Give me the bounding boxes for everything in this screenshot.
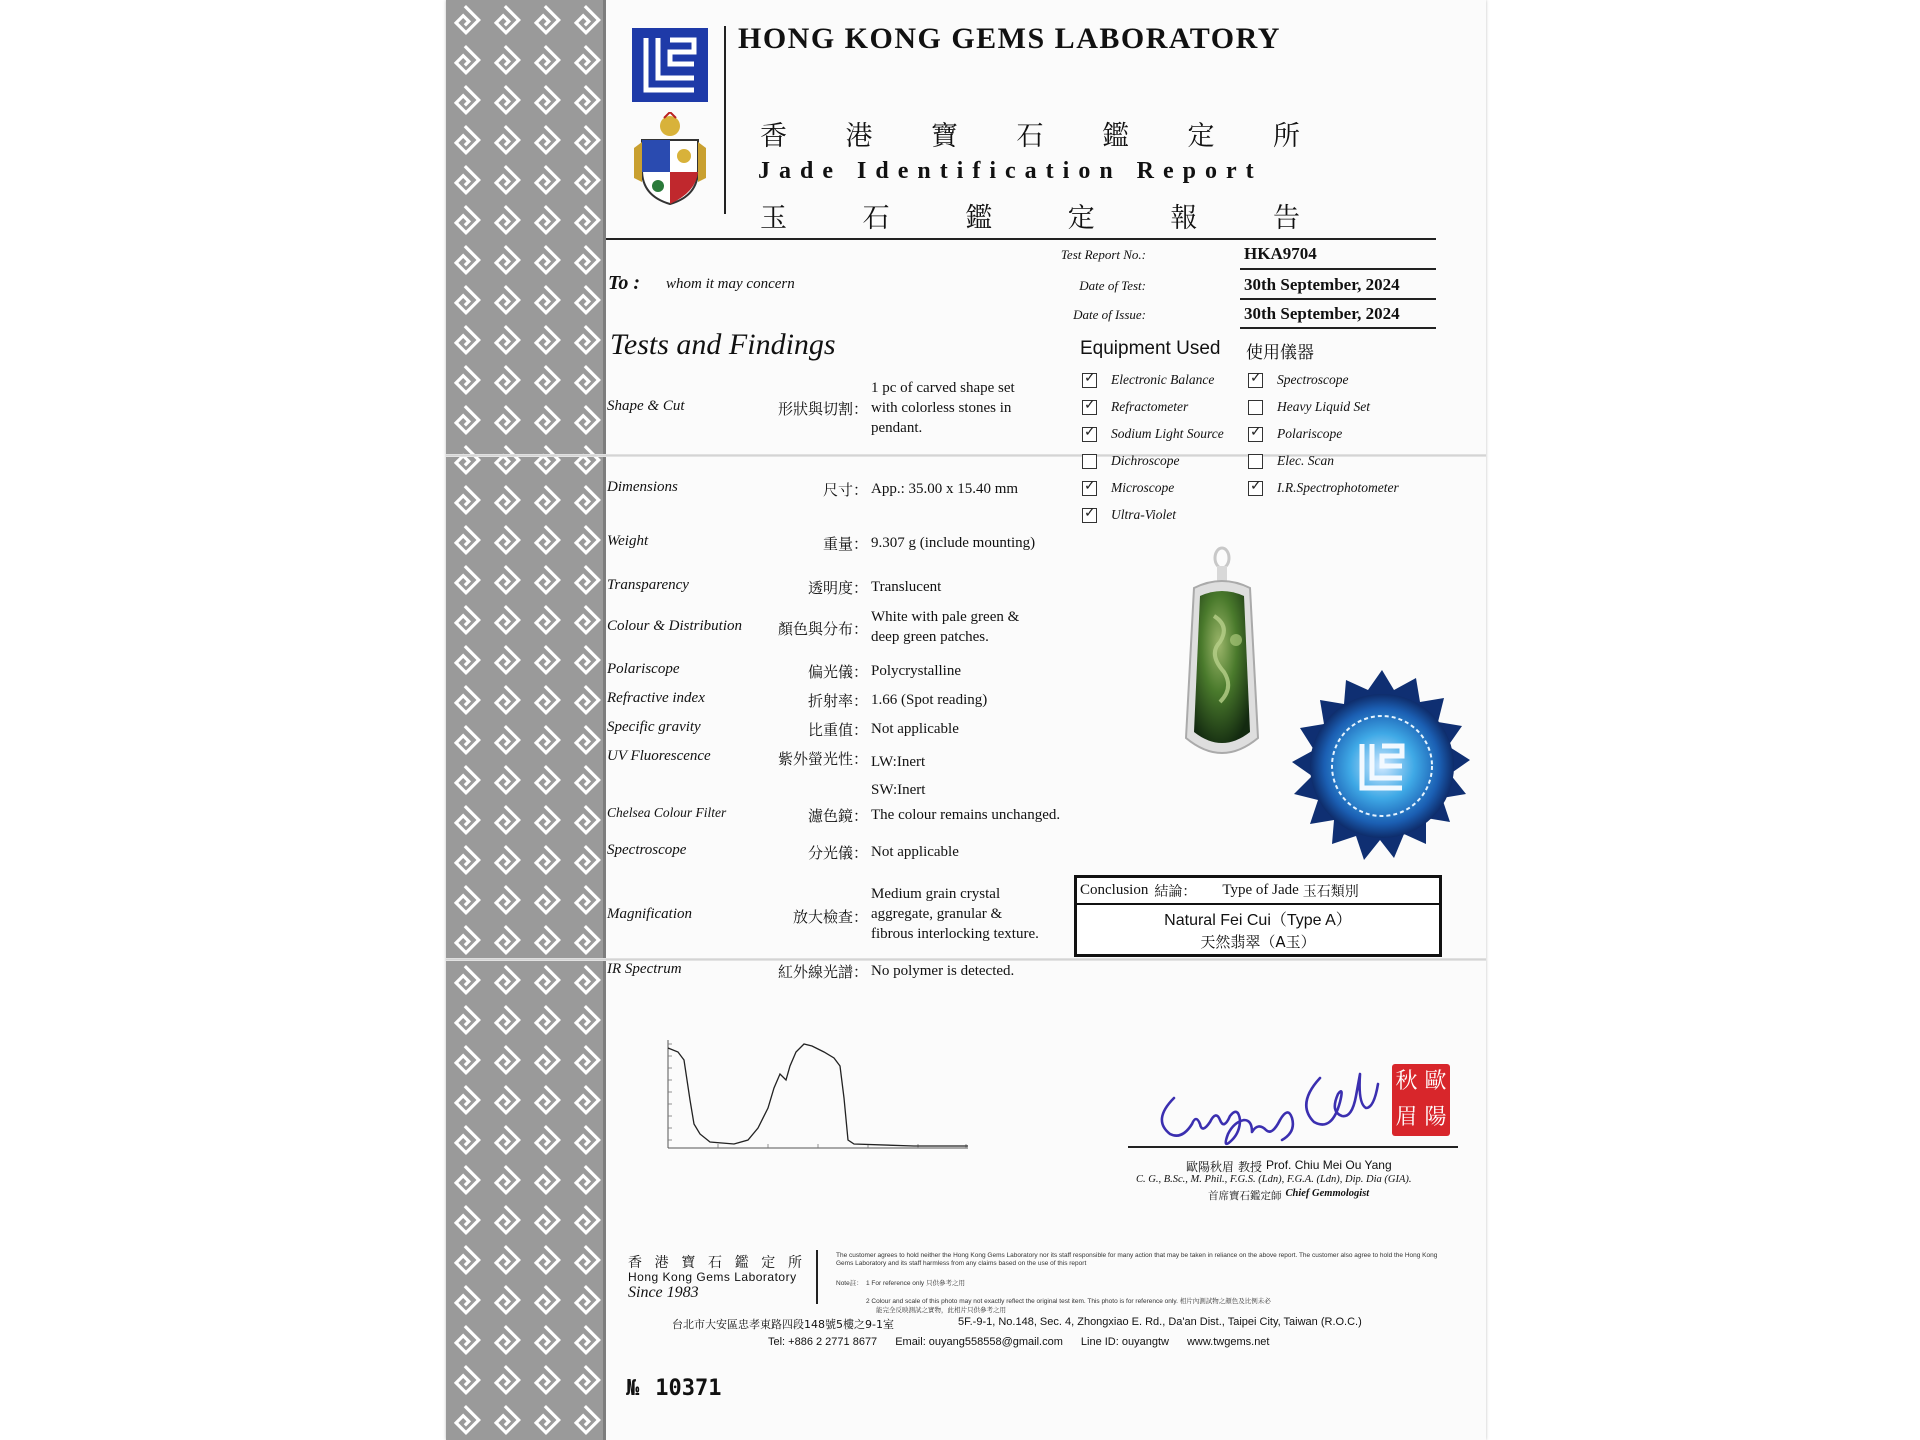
equipment-item bbox=[1248, 480, 1399, 496]
equipment-item bbox=[1082, 399, 1188, 415]
note-2: 2 Colour and scale of this photo may not exactly reflect the original test item. This photo is for reference only. 相片內測試物之顏色及比例未必 bbox=[866, 1298, 1271, 1305]
conclusion-label-zh: 結論： bbox=[1154, 883, 1197, 900]
finding-label: Polariscope bbox=[607, 661, 680, 677]
conclusion-box bbox=[1074, 875, 1442, 957]
lab-name-zh-char: 石 bbox=[1016, 121, 1044, 152]
meta-rule bbox=[1240, 327, 1436, 329]
finding-label-zh: 放大檢查： bbox=[792, 908, 868, 926]
signatory-credentials: C. G., B.Sc., M. Phil., F.G.S. (Ldn), F.G.A. (Ldn), Dip. Dia (GIA). bbox=[1136, 1174, 1412, 1185]
finding-value: Not applicable bbox=[871, 844, 959, 860]
serial-number bbox=[626, 1376, 721, 1401]
checkbox-checked-icon bbox=[1248, 373, 1263, 388]
finding-label: IR Spectrum bbox=[607, 961, 682, 977]
signatory-name-zh: 歐陽秋眉 bbox=[1186, 1160, 1235, 1174]
finding-value: App.: 35.00 x 15.40 mm bbox=[871, 481, 1019, 497]
equipment-label: Elec. Scan bbox=[1277, 453, 1334, 468]
footer-zh-char: 港 bbox=[654, 1255, 669, 1271]
finding-label: Refractive index bbox=[607, 690, 705, 706]
meta-rule bbox=[1240, 268, 1436, 270]
report-title-zh-char: 鑑 bbox=[965, 203, 993, 234]
finding-line: Medium grain crystal bbox=[871, 886, 1001, 902]
type-label-zh: 玉石類別 bbox=[1302, 883, 1359, 900]
finding-label-zh: 紫外螢光性： bbox=[777, 750, 868, 768]
checkbox-unchecked-icon bbox=[1248, 454, 1263, 469]
report-title-zh-char: 石 bbox=[862, 203, 890, 234]
header-rule bbox=[606, 238, 1436, 240]
contact-line bbox=[768, 1336, 1269, 1348]
equipment-item bbox=[1082, 507, 1176, 523]
hologram-seal-icon bbox=[1284, 668, 1480, 864]
finding-line: White with pale green & bbox=[871, 609, 1020, 625]
checkbox-checked-icon bbox=[1082, 481, 1097, 496]
equipment-label: Spectroscope bbox=[1277, 372, 1349, 387]
lab-name-zh bbox=[760, 114, 1300, 153]
header-divider bbox=[724, 26, 726, 214]
equipment-label: Ultra-Violet bbox=[1111, 507, 1176, 522]
finding-line: with colorless stones in bbox=[871, 400, 1012, 416]
note-1: 1 For reference only 只供參考之用 bbox=[866, 1280, 965, 1287]
finding-line: LW:Inert bbox=[871, 754, 926, 770]
finding-label: Magnification bbox=[607, 906, 692, 922]
tel: Tel: +886 2 2771 8677 bbox=[768, 1336, 878, 1348]
footer-zh-char: 所 bbox=[787, 1255, 802, 1271]
finding-value bbox=[871, 748, 925, 804]
signatory-role: Chief Gemmologist bbox=[1285, 1188, 1370, 1199]
equipment-label: Refractometer bbox=[1111, 399, 1189, 414]
finding-value bbox=[871, 378, 1015, 438]
checkbox-unchecked-icon bbox=[1248, 400, 1263, 415]
certificate-sheet bbox=[446, 0, 1486, 1440]
finding-label: Colour & Distribution bbox=[607, 618, 743, 634]
meta-rule bbox=[1240, 298, 1436, 300]
finding-label-zh: 紅外線光譜： bbox=[777, 963, 868, 981]
equipment-label: I.R.Spectrophotometer bbox=[1277, 480, 1399, 495]
signatory-name: Prof. Chiu Mei Ou Yang bbox=[1266, 1158, 1392, 1172]
serial-value: 10371 bbox=[655, 1376, 722, 1401]
equipment-item bbox=[1248, 399, 1370, 415]
finding-value bbox=[871, 607, 1019, 647]
signatory-role-line bbox=[1208, 1188, 1369, 1203]
report-title: Jade Identification Report bbox=[758, 158, 1263, 184]
finding-value: 1.66 (Spot reading) bbox=[871, 692, 988, 708]
lab-logo-icon bbox=[632, 28, 708, 102]
finding-label: Shape & Cut bbox=[607, 398, 685, 414]
footer-lab-name: Hong Kong Gems Laboratory bbox=[628, 1270, 797, 1284]
website: www.twgems.net bbox=[1186, 1336, 1270, 1348]
finding-label: Chelsea Colour Filter bbox=[607, 805, 727, 820]
address-zh: 台北市大安區忠孝東路四段148號5樓之9-1室 bbox=[672, 1318, 894, 1331]
footer-zh-char: 香 bbox=[628, 1255, 642, 1271]
signatory-title-zh: 教授 bbox=[1238, 1160, 1263, 1174]
lab-name: HONG KONG GEMS LABORATORY bbox=[738, 22, 1281, 55]
date-of-test: 30th September, 2024 bbox=[1244, 275, 1400, 294]
finding-value: The colour remains unchanged. bbox=[871, 807, 1061, 823]
equipment-label: Heavy Liquid Set bbox=[1277, 399, 1370, 414]
seal-char: 陽 bbox=[1424, 1105, 1447, 1130]
checkbox-checked-icon bbox=[1082, 400, 1097, 415]
finding-label-zh: 透明度： bbox=[807, 579, 868, 597]
note-label: Note註： bbox=[836, 1280, 863, 1287]
lab-name-zh-char: 定 bbox=[1187, 121, 1215, 152]
report-title-zh-char: 玉 bbox=[760, 203, 787, 234]
equipment-label: Electronic Balance bbox=[1111, 372, 1215, 387]
equipment-item bbox=[1248, 453, 1334, 469]
equipment-item bbox=[1082, 426, 1224, 442]
finding-label: Transparency bbox=[607, 577, 689, 593]
finding-label-zh: 折射率： bbox=[807, 692, 868, 710]
finding-label-zh: 顏色與分布： bbox=[777, 620, 868, 638]
report-title-zh-char: 告 bbox=[1272, 203, 1300, 234]
disclaimer-text: The customer agrees to hold neither the Hong Kong Gems Laboratory nor its staff responsible for many action that may be taken in reliance on the above report. The customer also agree to hold the Hong Kong Gems Laboratory and its staff harmless from any claims based on the use of this report bbox=[836, 1252, 1438, 1267]
seal-char: 眉 bbox=[1395, 1105, 1418, 1130]
footer-zh-char: 定 bbox=[761, 1255, 776, 1271]
date-of-issue: 30th September, 2024 bbox=[1244, 304, 1400, 323]
conclusion-result: Natural Fei Cui（Type A） bbox=[1164, 912, 1352, 929]
note-2b: 能完全反映測試之實物，此相片只供參考之用 bbox=[876, 1307, 1006, 1314]
checkbox-checked-icon bbox=[1082, 508, 1097, 523]
to-recipient: whom it may concern bbox=[666, 276, 795, 292]
equipment-heading-zh: 使用儀器 bbox=[1246, 343, 1314, 363]
seal-char: 秋 bbox=[1395, 1069, 1418, 1094]
report-no: HKA9704 bbox=[1244, 244, 1317, 263]
finding-line: 1 pc of carved shape set bbox=[871, 380, 1015, 396]
finding-label-zh: 重量： bbox=[822, 535, 868, 553]
equipment-heading: Equipment Used bbox=[1080, 338, 1221, 359]
equipment-item bbox=[1248, 372, 1348, 388]
tests-heading: Tests and Findings bbox=[610, 328, 836, 361]
email: Email: ouyang558558@gmail.com bbox=[895, 1336, 1063, 1348]
finding-label: Dimensions bbox=[607, 479, 678, 495]
finding-label-zh: 形狀與切割： bbox=[777, 400, 868, 418]
finding-value: Translucent bbox=[871, 579, 942, 595]
report-no-label: Test Report No.: bbox=[1060, 247, 1146, 262]
signature-icon bbox=[1150, 1064, 1410, 1154]
signatory-line bbox=[1186, 1158, 1392, 1175]
report-title-zh-char: 報 bbox=[1170, 203, 1198, 234]
conclusion-result-zh: 天然翡翠（A玉） bbox=[1200, 933, 1316, 951]
finding-label: Weight bbox=[607, 533, 649, 549]
signature-rule bbox=[1128, 1146, 1458, 1148]
lab-name-zh-char: 鑑 bbox=[1102, 121, 1129, 152]
finding-value: Not applicable bbox=[871, 721, 959, 737]
finding-label: Spectroscope bbox=[607, 842, 687, 858]
checkbox-checked-icon bbox=[1248, 481, 1263, 496]
finding-value: No polymer is detected. bbox=[871, 963, 1015, 979]
finding-value bbox=[871, 884, 1039, 944]
finding-line: fibrous interlocking texture. bbox=[871, 926, 1039, 942]
greek-key-border bbox=[446, 0, 606, 1440]
equipment-item bbox=[1082, 480, 1174, 496]
serial-label: № bbox=[626, 1376, 640, 1401]
finding-label-zh: 偏光儀： bbox=[807, 663, 868, 681]
checkbox-checked-icon bbox=[1248, 427, 1263, 442]
line-id: Line ID: ouyangtw bbox=[1080, 1336, 1169, 1348]
finding-value: Polycrystalline bbox=[871, 663, 961, 679]
report-title-zh bbox=[760, 196, 1300, 235]
finding-line: pendant. bbox=[871, 420, 923, 436]
report-title-zh-char: 定 bbox=[1067, 203, 1095, 234]
conclusion-header bbox=[1077, 878, 1439, 905]
to-label: To : bbox=[608, 272, 641, 294]
signatory-role-zh: 首席寶石鑑定師 bbox=[1208, 1190, 1282, 1202]
type-label: Type of Jade bbox=[1222, 882, 1299, 898]
equipment-item bbox=[1248, 426, 1342, 442]
finding-line: deep green patches. bbox=[871, 629, 989, 645]
coat-of-arms-icon bbox=[634, 112, 706, 210]
checkbox-unchecked-icon bbox=[1082, 454, 1097, 469]
equipment-label: Sodium Light Source bbox=[1111, 426, 1224, 441]
finding-line: aggregate, granular & bbox=[871, 906, 1003, 922]
finding-label-zh: 濾色鏡： bbox=[807, 807, 868, 825]
red-seal-stamp bbox=[1392, 1064, 1450, 1136]
finding-line: SW:Inert bbox=[871, 782, 926, 798]
equipment-item bbox=[1082, 372, 1214, 388]
finding-label-zh: 分光儀： bbox=[807, 844, 868, 862]
equipment-label: Dichroscope bbox=[1111, 453, 1180, 468]
date-test-label: Date of Test: bbox=[1079, 278, 1146, 293]
finding-value: 9.307 g (include mounting) bbox=[871, 535, 1036, 551]
checkbox-checked-icon bbox=[1082, 427, 1097, 442]
lab-name-zh-char: 港 bbox=[845, 121, 873, 152]
ir-spectrum-chart bbox=[664, 1036, 974, 1154]
finding-label: Specific gravity bbox=[607, 719, 701, 735]
footer-zh-char: 鑑 bbox=[734, 1255, 749, 1271]
footer-since: Since 1983 bbox=[628, 1284, 699, 1301]
lab-name-zh-char: 寶 bbox=[931, 121, 958, 152]
seal-char: 歐 bbox=[1424, 1069, 1447, 1094]
checkbox-checked-icon bbox=[1082, 373, 1097, 388]
finding-label-zh: 比重值： bbox=[807, 721, 868, 739]
address-en: 5F.-9-1, No.148, Sec. 4, Zhongxiao E. Rd., Da'an Dist., Taipei City, Taiwan (R.O.C.) bbox=[958, 1316, 1362, 1328]
footer-zh-char: 石 bbox=[707, 1255, 722, 1271]
lab-name-zh-char: 所 bbox=[1273, 121, 1300, 152]
footer-divider bbox=[816, 1250, 818, 1304]
date-issue-label: Date of Issue: bbox=[1073, 307, 1146, 322]
finding-label: UV Fluorescence bbox=[607, 748, 711, 764]
footer-lab-name-zh bbox=[628, 1252, 802, 1272]
lab-name-zh-char: 香 bbox=[760, 121, 787, 152]
equipment-label: Polariscope bbox=[1277, 426, 1343, 441]
conclusion-label: Conclusion bbox=[1080, 882, 1149, 898]
finding-label-zh: 尺寸： bbox=[822, 481, 868, 499]
equipment-item bbox=[1082, 453, 1179, 469]
footer-zh-char: 寶 bbox=[681, 1255, 696, 1271]
equipment-label: Microscope bbox=[1111, 480, 1175, 495]
